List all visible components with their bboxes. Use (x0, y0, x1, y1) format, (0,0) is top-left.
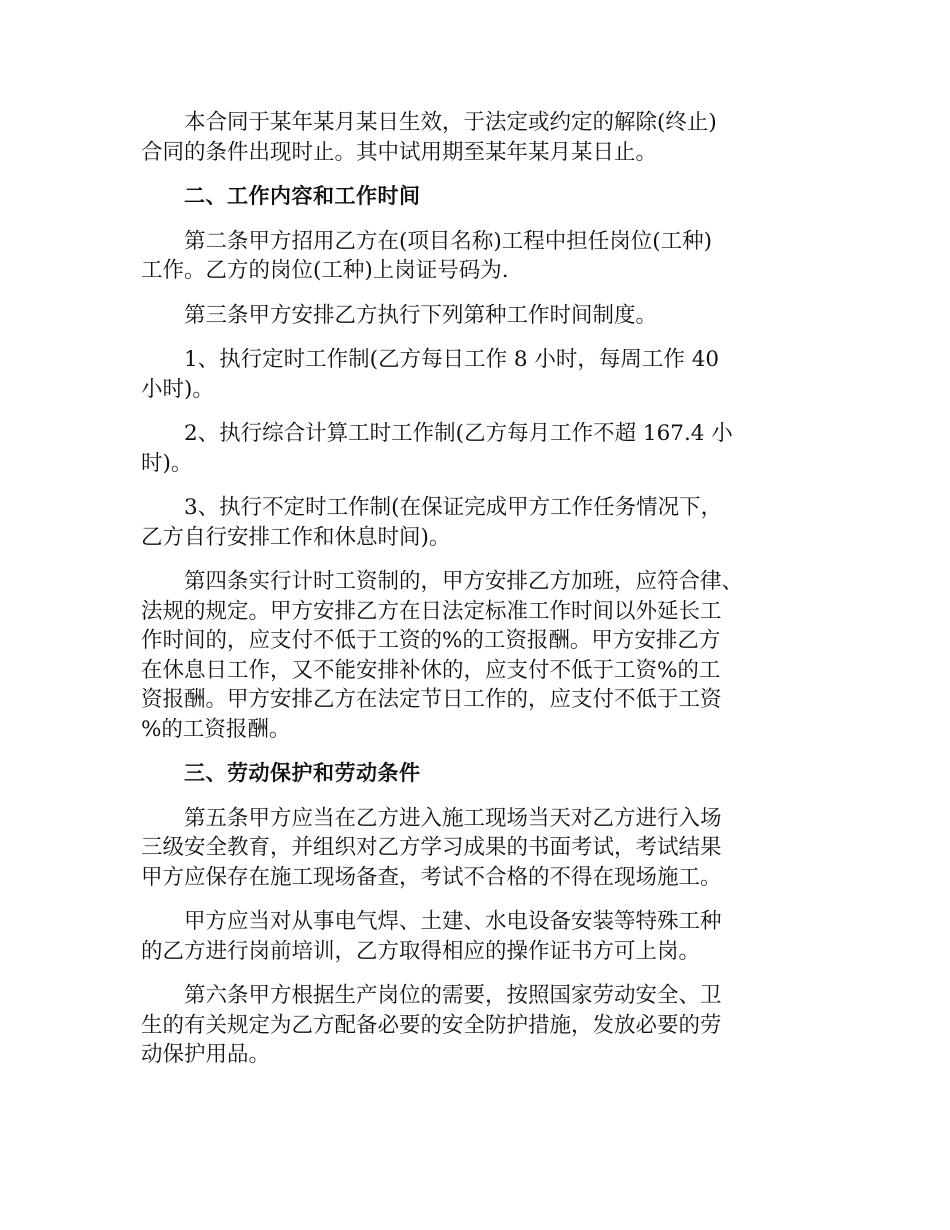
text-line: 三级安全教育，并组织对乙方学习成果的书面考试，考试结果 (141, 835, 722, 860)
heading-text: 三、劳动保护和劳动条件 (184, 761, 421, 785)
text-line: 资报酬。甲方安排乙方在法定节日工作的，应支付不低于工资 (141, 687, 722, 712)
section-heading-work-content (141, 182, 809, 212)
paragraph-effective-date (141, 108, 809, 167)
text-line: 2、执行综合计算工时工作制(乙方每月工作不超 167.4 小 (184, 421, 733, 446)
text-line: 合同的条件出现时止。其中试用期至某年某月某日止。 (141, 139, 658, 165)
text-line: 第四条实行计时工资制的，甲方安排乙方加班，应符合律、 (184, 569, 744, 594)
text-line: 小时)。 (141, 376, 214, 402)
text-line: 3、执行不定时工作制(在保证完成甲方工作任务情况下， (184, 495, 723, 520)
text-line: 作时间的，应支付不低于工资的%的工资报酬。甲方安排乙方 (141, 628, 721, 653)
text-line: 甲方应保存在施工现场备查，考试不合格的不得在现场施工。 (141, 864, 722, 890)
paragraph-item-1 (141, 345, 809, 404)
text-line: 第三条甲方安排乙方执行下列第种工作时间制度。 (184, 302, 658, 328)
section-heading-labor-protection (141, 759, 809, 789)
text-line: 第六条甲方根据生产岗位的需要，按照国家劳动安全、卫 (184, 983, 722, 1008)
text-line: 生的有关规定为乙方配备必要的安全防护措施，发放必要的劳 (141, 1012, 722, 1038)
paragraph-item-2 (141, 419, 809, 478)
text-line: 本合同于某年某月某日生效，于法定或约定的解除(终止) (184, 110, 717, 135)
paragraph-article-2 (141, 227, 809, 286)
text-line: 在休息日工作，又不能安排补休的，应支付不低于工资%的工 (141, 657, 721, 683)
paragraph-article-6 (141, 981, 809, 1070)
text-line: 动保护用品。 (141, 1042, 271, 1067)
text-line: %的工资报酬。 (141, 716, 291, 742)
text-line: 甲方应当对从事电气焊、土建、水电设备安装等特殊工种 (184, 909, 722, 934)
text-line: 时)。 (141, 450, 193, 476)
text-line: 的乙方进行岗前培训，乙方取得相应的操作证书方可上岗。 (141, 938, 701, 964)
paragraph-article-3 (141, 301, 809, 331)
heading-text: 二、工作内容和工作时间 (184, 184, 421, 208)
paragraph-special-training (141, 907, 809, 966)
text-line: 法规的规定。甲方安排乙方在日法定标准工作时间以外延长工 (141, 598, 722, 624)
text-line: 1、执行定时工作制(乙方每日工作 8 小时，每周工作 40 (184, 347, 720, 372)
text-line: 工作。乙方的岗位(工种)上岗证号码为. (141, 258, 509, 283)
paragraph-item-3 (141, 493, 809, 552)
paragraph-article-5 (141, 804, 809, 893)
text-line: 乙方自行安排工作和休息时间)。 (141, 524, 451, 550)
text-line: 第二条甲方招用乙方在(项目名称)工程中担任岗位(工种) (184, 228, 713, 254)
text-line: 第五条甲方应当在乙方进入施工现场当天对乙方进行入场 (184, 805, 722, 831)
document-page (141, 108, 809, 1085)
paragraph-article-4 (141, 567, 809, 744)
